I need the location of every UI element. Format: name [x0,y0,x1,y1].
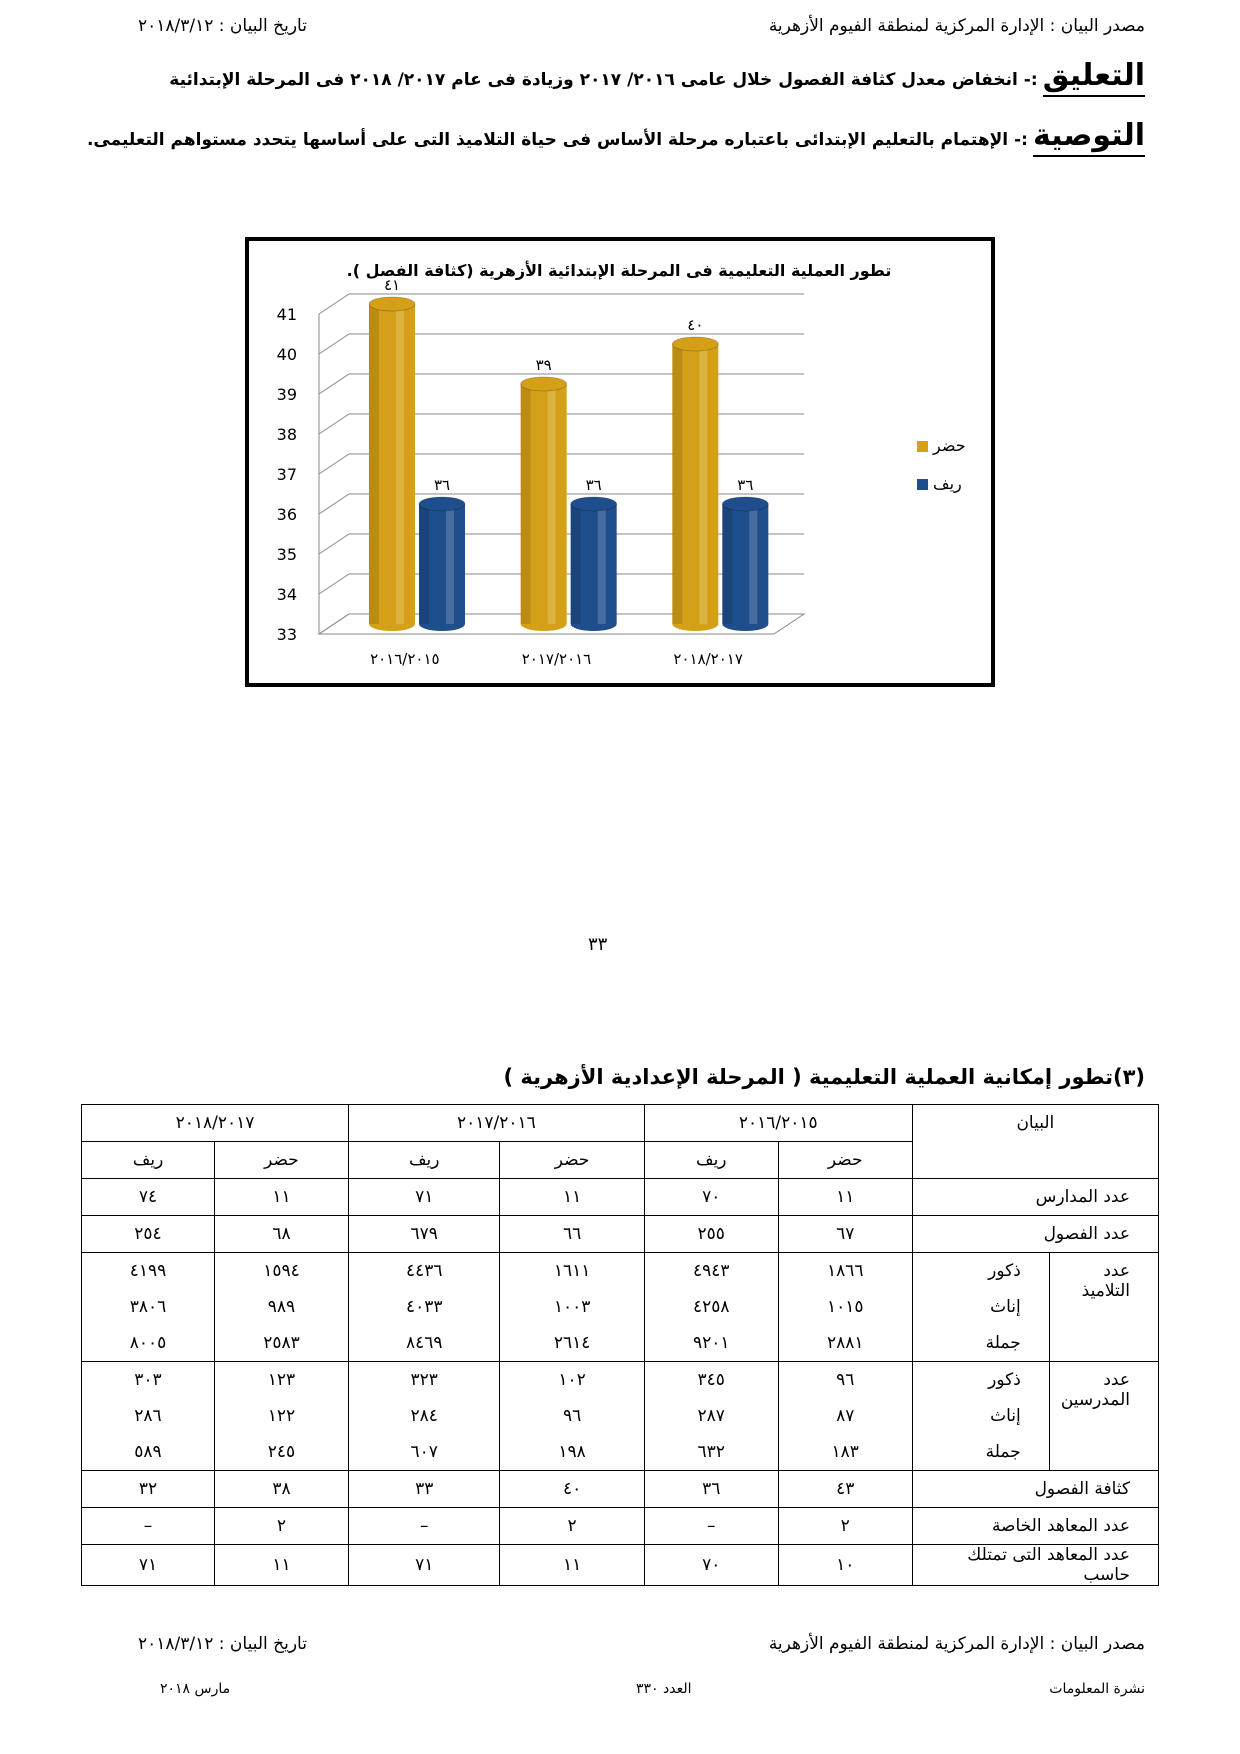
chart-title: تطور العملية التعليمية فى المرحلة الإبتدائية الأزهرية (كثافة الفصل ). [346,261,892,280]
y-tick-label: 36 [276,505,297,524]
bar [521,377,567,631]
row-sublabel: ذكور [912,1362,1049,1399]
legend-swatch [917,479,928,490]
recommendation-text: :- الإهتمام بالتعليم الإبتدائى باعتباره مرحلة الأساس فى حياة التلاميذ التى على أساسها يتحدد مستواهم التعليمى. [86,130,1028,150]
table-cell: ١١ [500,1545,644,1586]
row-label: عدد المعاهد الخاصة [912,1508,1158,1545]
row-label: عدد المدارس [912,1179,1158,1216]
header-urban-3: حضر [215,1142,349,1179]
data-label: ٤١ [383,276,401,294]
table-row [82,1398,1159,1434]
table-cell: ٢٥٤ [82,1216,215,1253]
row-label: كثافة الفصول [912,1471,1158,1508]
table-cell: ٦٠٧ [348,1434,500,1471]
bar [571,497,617,631]
bar-highlight [548,384,556,624]
data-label: ٣٩ [535,356,552,374]
table-cell: ٤٩٤٣ [644,1253,778,1290]
header-rural-3: ريف [82,1142,215,1179]
table-cell: ٢ [215,1508,349,1545]
table-cell: ٨٠٠٥ [82,1325,215,1362]
bar-highlight [598,504,606,624]
y-tick-label: 41 [276,305,297,324]
legend-swatch [917,441,928,452]
bar-shade [419,504,429,624]
recommendation-line [86,118,1145,153]
comment-label: التعليق [1043,58,1145,97]
row-sublabel: جملة [912,1434,1049,1471]
table-row [82,1253,1159,1290]
table-cell: ٣٦ [644,1471,778,1508]
table-cell: ١٢٣ [215,1362,349,1399]
row-label: عدد التلاميذ [1049,1253,1158,1362]
gridline-depth [319,294,349,314]
table-cell: ٤٤٣٦ [348,1253,500,1290]
table-row [82,1434,1159,1471]
table-cell: ٢٨٦ [82,1398,215,1434]
table-cell: – [82,1508,215,1545]
bar-highlight [446,504,454,624]
gridline-depth [319,334,349,354]
table-cell: ٧١ [348,1179,500,1216]
row-sublabel: إناث [912,1289,1049,1325]
table-cell: ٣٨٠٦ [82,1289,215,1325]
gridline-depth [319,454,349,474]
table-row [82,1508,1159,1545]
table-cell: ٣٢٣ [348,1362,500,1399]
bar [722,497,768,631]
gridline-depth [319,494,349,514]
table-cell: ٩٨٩ [215,1289,349,1325]
table-row [82,1289,1159,1325]
table-cell: ١٩٨ [500,1434,644,1471]
bar-shade [722,504,732,624]
table-cell: ٣٨ [215,1471,349,1508]
comment-line [135,58,1145,93]
bar-shade [369,304,379,624]
table-cell: ٧١ [348,1545,500,1586]
table-row [82,1216,1159,1253]
data-date-top: تاريخ البيان : ٢٠١٨/٣/١٢ [138,16,307,36]
table-row [82,1179,1159,1216]
section-title: (٣)تطور إمكانية العملية التعليمية ( المرحلة الإعدادية الأزهرية ) [503,1065,1145,1089]
table-cell: ١١ [215,1545,349,1586]
gridline-depth [319,534,349,554]
table-cell: ٢٥٨٣ [215,1325,349,1362]
table-cell: ٧٤ [82,1179,215,1216]
table-cell: ١١ [778,1179,912,1216]
y-tick-label: 38 [276,425,297,444]
data-label: ٣٦ [737,476,754,494]
row-label: عدد المدرسين [1049,1362,1158,1471]
page-number: ٣٣ [588,934,608,955]
table-row [82,1545,1159,1586]
table-cell: ١٠٠٣ [500,1289,644,1325]
table-cell: ٦٧ [778,1216,912,1253]
y-tick-label: 37 [276,465,297,484]
table-cell: ٩٢٠١ [644,1325,778,1362]
table-cell: ٦٨ [215,1216,349,1253]
table-cell: ٢ [778,1508,912,1545]
y-tick-label: 34 [276,585,297,604]
table-cell: ٦٦ [500,1216,644,1253]
footer-issue: العدد ٣٣٠ [636,1681,692,1697]
header-year-3: ٢٠١٨/٢٠١٧ [82,1105,349,1142]
table-cell: ٣٢ [82,1471,215,1508]
bar [672,337,718,631]
table-cell: ١٨٣ [778,1434,912,1471]
table-cell: ٦٣٢ [644,1434,778,1471]
x-tick-label: ٢٠١٧/٢٠١٦ [521,650,592,668]
header-year-2: ٢٠١٧/٢٠١٦ [348,1105,644,1142]
data-date-bottom: تاريخ البيان : ٢٠١٨/٣/١٢ [138,1634,307,1654]
y-tick-label: 39 [276,385,297,404]
table-cell: ٢٦١٤ [500,1325,644,1362]
table-header-row [82,1105,1159,1142]
bar [369,297,415,631]
bar-top [369,297,415,311]
bar-top [571,497,617,511]
row-sublabel: ذكور [912,1253,1049,1290]
table-cell: ١١ [215,1179,349,1216]
table-cell: ١٥٩٤ [215,1253,349,1290]
table-cell: – [348,1508,500,1545]
bar-highlight [396,304,404,624]
table-cell: ١١ [500,1179,644,1216]
table-cell: ١٠ [778,1545,912,1586]
table-cell: ٢٥٥ [644,1216,778,1253]
row-label: عدد المعاهد التى تمتلك حاسب [912,1545,1158,1586]
table-cell: ٩٦ [500,1398,644,1434]
table-row [82,1471,1159,1508]
bar-top [521,377,567,391]
table-cell: ٥٨٩ [82,1434,215,1471]
table-cell: ٤٢٥٨ [644,1289,778,1325]
table-cell: ٦٧٩ [348,1216,500,1253]
x-tick-label: ٢٠١٦/٢٠١٥ [370,650,440,668]
table-cell: ١٢٢ [215,1398,349,1434]
bar-top [672,337,718,351]
row-sublabel: جملة [912,1325,1049,1362]
table-cell: ١٠١٥ [778,1289,912,1325]
legend-label: حضر [933,436,966,455]
gridline-depth [319,374,349,394]
table-row [82,1362,1159,1399]
gridline-depth [319,414,349,434]
header-year-1: ٢٠١٦/٢٠١٥ [644,1105,912,1142]
bar-top [722,497,768,511]
table-cell: ٢ [500,1508,644,1545]
data-label: ٣٦ [585,476,602,494]
table-cell: ٤١٩٩ [82,1253,215,1290]
table-cell: ٢٨٤ [348,1398,500,1434]
table-cell: ٣٤٥ [644,1362,778,1399]
table-cell: ٧٠ [644,1545,778,1586]
row-label: عدد الفصول [912,1216,1158,1253]
y-tick-label: 35 [276,545,297,564]
footer-publication: نشرة المعلومات [1049,1681,1145,1697]
bar [419,497,465,631]
footer-month: مارس ٢٠١٨ [160,1681,231,1697]
data-source-bottom: مصدر البيان : الإدارة المركزية لمنطقة الفيوم الأزهرية [768,1634,1145,1654]
table-cell: ٣٠٣ [82,1362,215,1399]
table-cell: ٩٦ [778,1362,912,1399]
data-source-top: مصدر البيان : الإدارة المركزية لمنطقة الفيوم الأزهرية [768,16,1145,36]
table-cell: ٧١ [82,1545,215,1586]
x-tick-label: ٢٠١٨/٢٠١٧ [673,650,743,668]
comment-text: :- انخفاض معدل كثافة الفصول خلال عامى ٢٠١٦/ ٢٠١٧ وزيادة فى عام ٢٠١٧/ ٢٠١٨ فى المرحلة الإبتدائية [169,70,1038,90]
table-cell: ٧٠ [644,1179,778,1216]
table-cell: ٣٣ [348,1471,500,1508]
header-urban-2: حضر [500,1142,644,1179]
legend-label: ريف [933,474,962,493]
table-cell: ٢٨٧ [644,1398,778,1434]
chart-frame [245,237,995,687]
table-row [82,1325,1159,1362]
bar-top [419,497,465,511]
bar-shade [521,384,531,624]
table-cell: ٨٤٦٩ [348,1325,500,1362]
table-cell: ٤٣ [778,1471,912,1508]
table-cell: ١٦١١ [500,1253,644,1290]
gridline-depth [319,574,349,594]
table-cell: ٤٠ [500,1471,644,1508]
bar-highlight [749,504,757,624]
prep-stage-table [81,1104,1159,1586]
bar-shade [571,504,581,624]
table-cell: – [644,1508,778,1545]
header-urban-1: حضر [778,1142,912,1179]
table-cell: ٢٨٨١ [778,1325,912,1362]
header-item: البيان [912,1105,1158,1179]
y-tick-label: 40 [276,345,297,364]
row-sublabel: إناث [912,1398,1049,1434]
table-cell: ١٨٦٦ [778,1253,912,1290]
header-rural-2: ريف [348,1142,500,1179]
header-rural-1: ريف [644,1142,778,1179]
recommendation-label: التوصية [1033,118,1145,157]
bar-highlight [699,344,707,624]
class-density-chart [249,241,991,683]
data-label: ٣٦ [433,476,451,494]
data-label: ٤٠ [687,316,704,334]
table-cell: ٤٠٣٣ [348,1289,500,1325]
table-cell: ٢٤٥ [215,1434,349,1471]
y-tick-label: 33 [276,625,297,644]
table-cell: ٨٧ [778,1398,912,1434]
table-cell: ١٠٢ [500,1362,644,1399]
bar-shade [672,344,682,624]
